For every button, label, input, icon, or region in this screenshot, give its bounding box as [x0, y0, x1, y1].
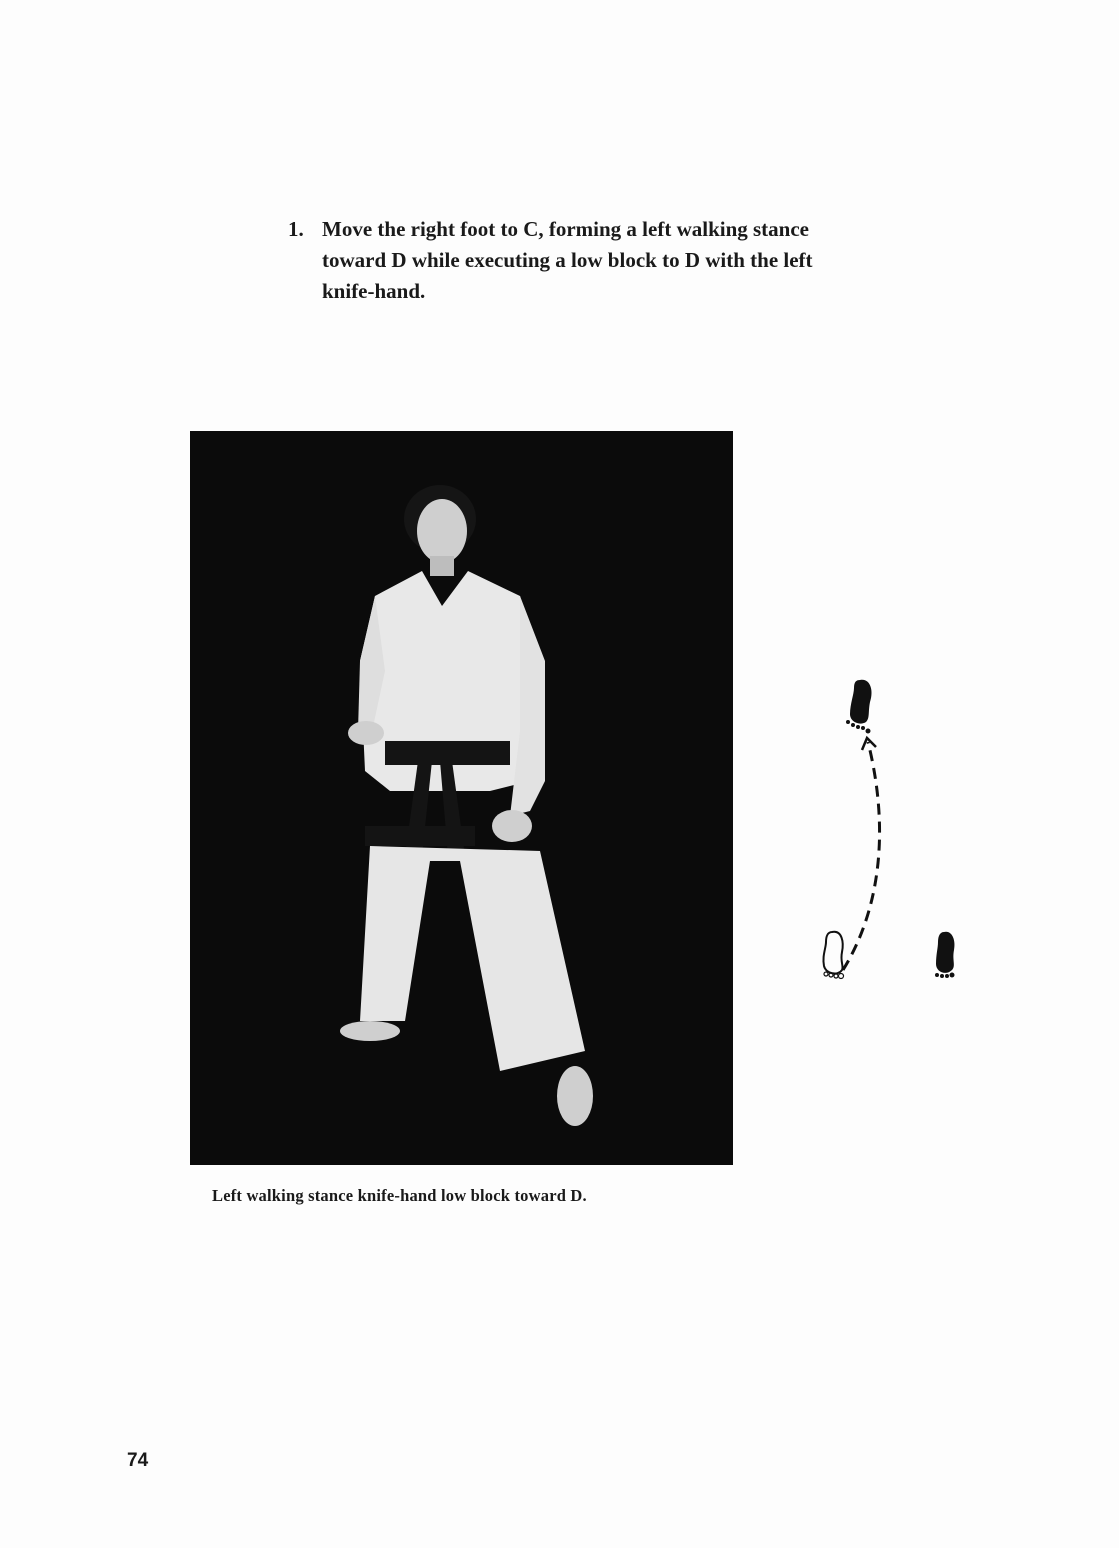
page-number: 74 — [127, 1450, 149, 1471]
footwork-diagram — [810, 670, 980, 990]
martial-artist-figure-icon — [190, 431, 733, 1165]
step-number: 1. — [288, 217, 304, 241]
foot-stationary-icon — [935, 932, 955, 978]
step-text: Move the right foot to C, forming a left walking stance toward D while executing a low block to D with the left knife-hand. — [322, 217, 813, 303]
photo-caption: Left walking stance knife-hand low block toward D. — [212, 1186, 587, 1205]
foot-end-icon — [846, 680, 872, 734]
instruction-step — [288, 214, 868, 307]
technique-photo — [190, 431, 733, 1165]
foot-start-outline-icon — [823, 932, 843, 979]
dashed-arrow-icon — [843, 738, 880, 970]
